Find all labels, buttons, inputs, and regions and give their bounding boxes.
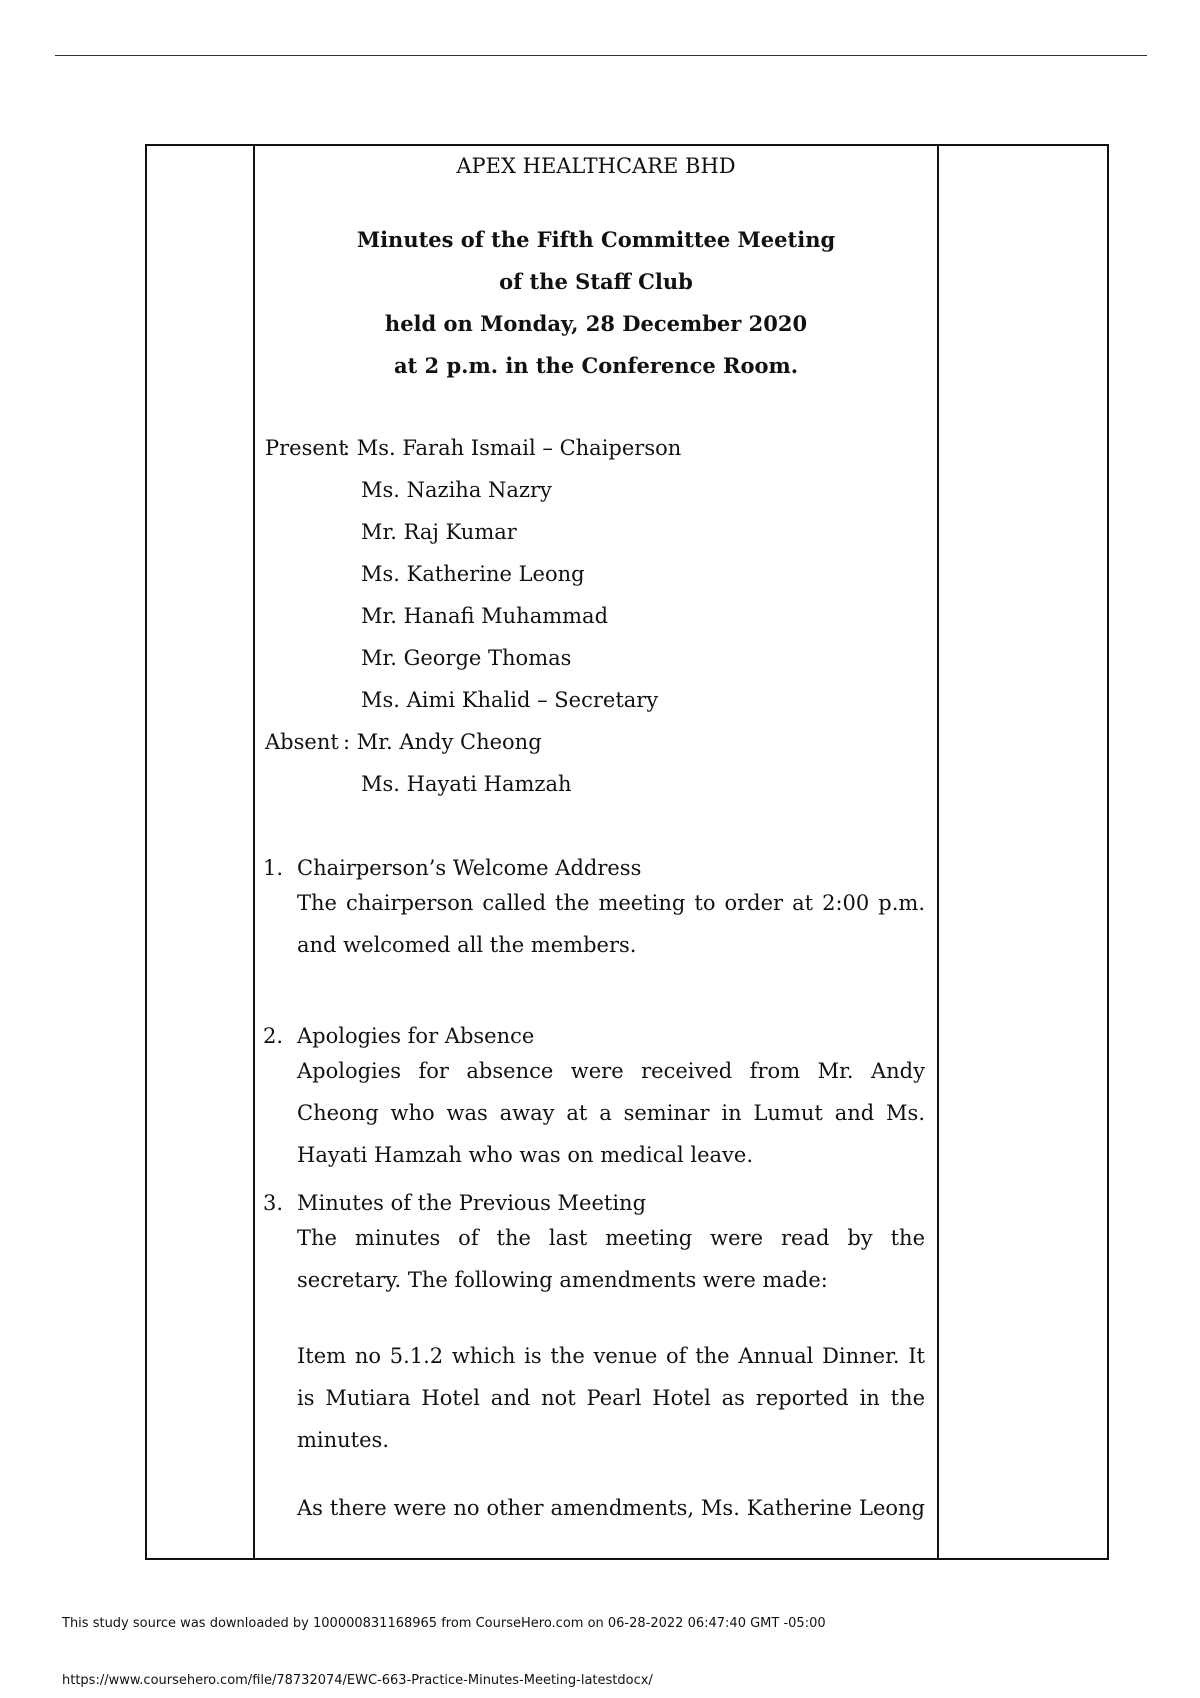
present-member: Mr. Raj Kumar xyxy=(361,520,517,544)
present-member: Ms. Katherine Leong xyxy=(361,562,585,586)
item-paragraph-continued: As there were no other amendments, Ms. Katherine Leong xyxy=(297,1496,925,1520)
item-paragraph: The minutes of the last meeting were read by the secretary. The following amendments were made: xyxy=(297,1226,925,1292)
absent-first-member: : Mr. Andy Cheong xyxy=(343,730,542,754)
present-member: Mr. George Thomas xyxy=(361,646,572,670)
item-heading-welcome-address: Chairperson’s Welcome Address xyxy=(297,856,642,880)
company-name: APEX HEALTHCARE BHD xyxy=(456,154,736,178)
right-column-border xyxy=(937,146,939,1558)
minutes-content xyxy=(255,146,937,1558)
item-paragraph: Item no 5.1.2 which is the venue of the Annual Dinner. It is Mutiara Hotel and not Pearl Hotel as reported in the minutes. xyxy=(297,1344,925,1452)
minutes-title-line-3: held on Monday, 28 December 2020 xyxy=(384,311,808,336)
item-heading-apologies: Apologies for Absence xyxy=(297,1024,535,1048)
item-paragraph: Apologies for absence were received from Mr. Andy Cheong who was away at a seminar in Lumut and Ms. Hayati Hamzah who was on medical leave. xyxy=(297,1059,925,1167)
item-paragraph: The chairperson called the meeting to order at 2:00 p.m. and welcomed all the members. xyxy=(297,891,925,957)
download-source-note: This study source was downloaded by 100000831168965 from CourseHero.com on 06-28-2022 06:47:40 GMT -05:00 xyxy=(62,1616,826,1631)
minutes-title-line-1: Minutes of the Fifth Committee Meeting xyxy=(356,227,836,252)
item-number: 2. xyxy=(263,1024,284,1048)
present-first-member: : Ms. Farah Ismail – Chaiperson xyxy=(343,436,682,460)
present-member: Ms. Aimi Khalid – Secretary xyxy=(361,688,659,712)
minutes-title-line-4: at 2 p.m. in the Conference Room. xyxy=(393,353,799,378)
source-url: https://www.coursehero.com/file/78732074/EWC-663-Practice-Minutes-Meeting-latestdocx/ xyxy=(62,1673,653,1688)
item-heading-previous-minutes: Minutes of the Previous Meeting xyxy=(297,1191,647,1215)
item-number: 3. xyxy=(263,1191,284,1215)
top-rule xyxy=(55,55,1147,56)
present-member: Ms. Naziha Nazry xyxy=(361,478,552,502)
absent-member: Ms. Hayati Hamzah xyxy=(361,772,572,796)
present-member: Mr. Hanafi Muhammad xyxy=(361,604,609,628)
minutes-title-line-2: of the Staff Club xyxy=(499,269,693,294)
present-label: Present xyxy=(265,436,347,460)
item-number: 1. xyxy=(263,856,284,880)
absent-label: Absent xyxy=(265,730,339,754)
document-table xyxy=(145,144,1109,1560)
